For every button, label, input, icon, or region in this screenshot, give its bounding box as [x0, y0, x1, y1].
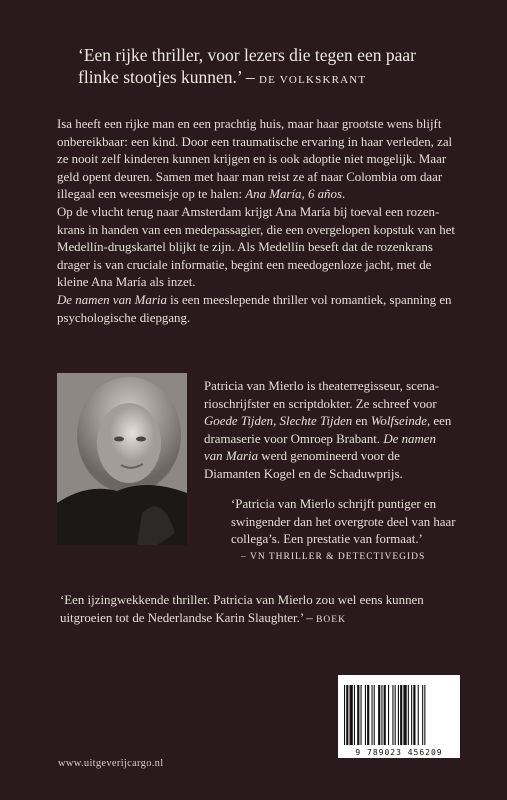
author-bio: [204, 378, 456, 484]
barcode-bar: [367, 685, 369, 745]
barcode-bar: [365, 685, 366, 745]
barcode-bar: [374, 685, 375, 745]
barcode-bar: [403, 685, 406, 745]
barcode-bar: [395, 685, 396, 745]
barcode-bar: [344, 685, 345, 745]
blurb-text: .: [341, 187, 346, 202]
bio-text: en: [352, 414, 371, 429]
top-quote-text: ‘Een rijke thriller, voor lezers die tegen een paar flinke stootjes kunnen.’ –: [78, 45, 416, 87]
bottom-quote-text: ‘Een ijzingwekkende thriller. Patricia van Mierlo zou wel eens kunnen uitgroeien tot de Nederlandse Karin Slaughter.’ –: [60, 593, 424, 625]
isbn-number: 9 789023 456209: [355, 748, 443, 757]
barcode-bar: [381, 685, 382, 745]
bio-text: Patricia van Mierlo is theaterregisseur, scenarioschrijfster en scriptdokter. Ze schreef voor: [204, 379, 440, 411]
barcode-bars: [342, 685, 456, 745]
bio-show-title: Goede Tijden, Slechte Tijden: [204, 414, 353, 429]
barcode-bar: [413, 685, 415, 745]
barcode-bar: [424, 685, 425, 745]
author-photo: [57, 373, 187, 545]
isbn-barcode: [338, 675, 460, 758]
bio-show-title: Wolfseinde: [370, 414, 427, 429]
barcode-bar: [350, 685, 353, 745]
bio-text: werd genomineerd voor de Diamanten Kogel en de Schaduwprijs.: [204, 449, 403, 481]
barcode-bar: [384, 685, 386, 745]
top-quote-source: DE VOLKSKRANT: [258, 74, 367, 86]
blurb-paragraph-2: Op de vlucht terug naar Amsterdam krijgt Ana María bij toeval een rozenkrans in handen van een medepassagier, die een overgelopen kopstuk van het Medellín-drugskartel blijkt te zijn. Als Medellín beseft dat de rozenkrans drager is van cruciale informatie, begint een meedogenloze jacht, met de kleine Ana María als inzet.: [57, 204, 456, 290]
barcode-bar: [378, 685, 380, 745]
barcode-bar: [400, 685, 402, 745]
book-blurb: [57, 116, 457, 327]
blurb-italic-title: Ana María, 6 años: [245, 187, 342, 202]
publisher-url: www.uitgeverijcargo.nl: [58, 758, 164, 769]
barcode-bar: [354, 685, 355, 745]
review-text: ‘Patricia van Mierlo schrijft puntiger en swingender dan het overgrote deel van haar collega’s. Een prestatie van formaat.’: [231, 497, 456, 547]
blurb-book-title: De namen van Maria: [57, 292, 167, 307]
barcode-bar: [392, 685, 393, 745]
review-quote: [231, 496, 461, 566]
author-portrait-image: [57, 373, 187, 545]
barcode-bar: [372, 685, 373, 745]
blurb-text: Isa heeft een rijke man en een prachtig huis, maar haar grootste wens blijft onbereikbaar: een kind. Door een traumatische ervaring in haar verleden, zal ze nooit zelf kinderen kunnen krijgen en is ook adoptie niet mogelijk. Maar geld opent deuren. Samen met haar man reist ze af naar Colombia om daar illegaal een weesmeisje op te halen:: [57, 117, 453, 202]
review-source: – VN THRILLER & DETECTIVEGIDS: [241, 551, 426, 562]
blurb-paragraph-1: [57, 116, 457, 204]
barcode-bar: [411, 685, 412, 745]
bottom-quote-source: BOEK: [316, 614, 346, 625]
top-quote: [78, 44, 448, 91]
barcode-bar: [408, 685, 409, 745]
blurb-text: is een meeslepende thriller vol romantiek, spanning en psychologische diepgang.: [57, 292, 452, 325]
barcode-bar: [422, 685, 423, 745]
barcode-bar: [388, 685, 389, 745]
barcode-bar: [418, 685, 419, 745]
blurb-paragraph-3: [57, 292, 457, 327]
bio-text: , een dramaserie voor Omroep Brabant.: [204, 414, 452, 446]
bio-book-title: De namen van Maria: [204, 431, 436, 464]
barcode-bar: [398, 685, 399, 745]
barcode-bar: [361, 685, 362, 745]
bottom-quote: [60, 592, 460, 629]
barcode-bar: [346, 685, 348, 745]
barcode-bar: [357, 685, 359, 745]
